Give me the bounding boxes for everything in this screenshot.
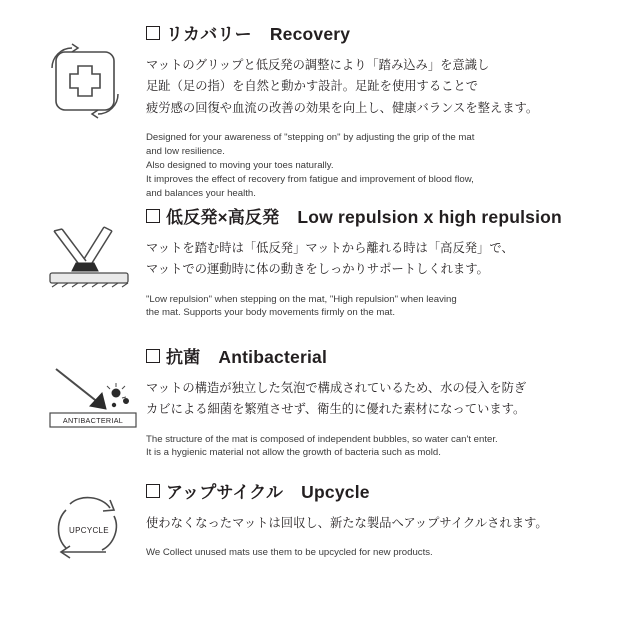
heading-english: Low repulsion x high repulsion bbox=[297, 207, 562, 227]
body-line: It improves the effect of recovery from fatigue and improvement of blood flow, bbox=[146, 173, 474, 185]
checkbox-mark-icon bbox=[146, 484, 160, 498]
body-line: and low resilience. bbox=[146, 145, 225, 157]
checkbox-mark-icon bbox=[146, 349, 160, 363]
feature-text-container bbox=[146, 205, 616, 320]
feature-heading bbox=[146, 349, 616, 367]
svg-text:ANTIBACTERIAL: ANTIBACTERIAL bbox=[62, 416, 124, 425]
recovery-cross-arrows-icon bbox=[44, 40, 126, 122]
heading-english: Upcycle bbox=[301, 482, 370, 502]
english-body bbox=[146, 546, 616, 560]
body-line: We Collect unused mats use them to be upcycled for new products. bbox=[146, 547, 433, 559]
heading-japanese: アップサイクル bbox=[166, 483, 284, 502]
checkbox-mark-icon bbox=[146, 209, 160, 223]
checkbox-mark-icon bbox=[146, 26, 160, 40]
body-line: カビによる細菌を繁殖させず、衛生的に優れた素材になっています。 bbox=[146, 402, 526, 417]
feature-block-low-high-repulsion bbox=[24, 205, 616, 345]
english-body bbox=[146, 433, 616, 461]
japanese-body bbox=[146, 378, 616, 421]
heading-english: Antibacterial bbox=[218, 347, 328, 367]
feature-icon-container bbox=[24, 22, 146, 122]
body-line: 足趾（足の指）を自然と動かす設計。足趾を使用することで bbox=[146, 79, 479, 94]
body-line: The structure of the mat is composed of independent bubbles, so water can't enter. bbox=[146, 433, 498, 445]
body-line: It is a hygienic material not allow the growth of bacteria such as mold. bbox=[146, 447, 441, 459]
feature-icon-container bbox=[24, 480, 146, 570]
body-line: マットでの運動時に体の動きをしっかりサポートしくれます。 bbox=[146, 262, 489, 277]
heading-japanese: 低反発×高反発 bbox=[166, 208, 280, 227]
body-line: the mat. Supports your body movements firmly on the mat. bbox=[146, 307, 396, 319]
japanese-body bbox=[146, 238, 616, 281]
feature-block-recovery bbox=[24, 22, 616, 205]
english-body bbox=[146, 131, 616, 201]
body-line: "Low repulsion" when stepping on the mat, "High repulsion" when leaving bbox=[146, 293, 457, 305]
feature-text-container bbox=[146, 480, 616, 560]
feature-text-container bbox=[146, 345, 616, 460]
upcycle-arrows-icon bbox=[44, 488, 126, 570]
body-line: Also designed to moving your toes naturally. bbox=[146, 159, 334, 171]
heading-japanese: 抗菌 bbox=[166, 348, 201, 367]
feature-icon-container bbox=[24, 205, 146, 301]
heading-english: Recovery bbox=[269, 24, 351, 44]
feature-icon-container bbox=[24, 345, 146, 441]
svg-text:UPCYCLE: UPCYCLE bbox=[69, 526, 109, 535]
body-line: 疲労感の回復や血流の改善の効果を向上し、健康バランスを整えます。 bbox=[146, 100, 539, 115]
feature-heading bbox=[146, 26, 616, 44]
foot-step-mat-icon bbox=[44, 219, 126, 301]
feature-heading bbox=[146, 209, 616, 227]
body-line: 使わなくなったマットは回収し、新たな製品へアップサイクルされます。 bbox=[146, 515, 548, 530]
japanese-body bbox=[146, 513, 616, 535]
english-body bbox=[146, 293, 616, 321]
antibacterial-arrow-icon bbox=[44, 359, 126, 441]
body-line: マットの構造が独立した気泡で構成されているため、水の侵入を防ぎ bbox=[146, 380, 527, 395]
body-line: マットのグリップと低反発の調整により「踏み込み」を意識し bbox=[146, 57, 490, 72]
feature-text-container bbox=[146, 22, 616, 201]
body-line: and balances your health. bbox=[146, 187, 256, 199]
body-line: Designed for your awareness of "stepping on" by adjusting the grip of the mat bbox=[146, 132, 475, 144]
japanese-body bbox=[146, 55, 616, 120]
feature-block-antibacterial bbox=[24, 345, 616, 480]
body-line: マットを踏む時は「低反発」マットから離れる時は「高反発」で、 bbox=[146, 240, 514, 255]
feature-heading bbox=[146, 484, 616, 502]
heading-japanese: リカバリー bbox=[166, 25, 252, 44]
feature-block-upcycle bbox=[24, 480, 616, 580]
